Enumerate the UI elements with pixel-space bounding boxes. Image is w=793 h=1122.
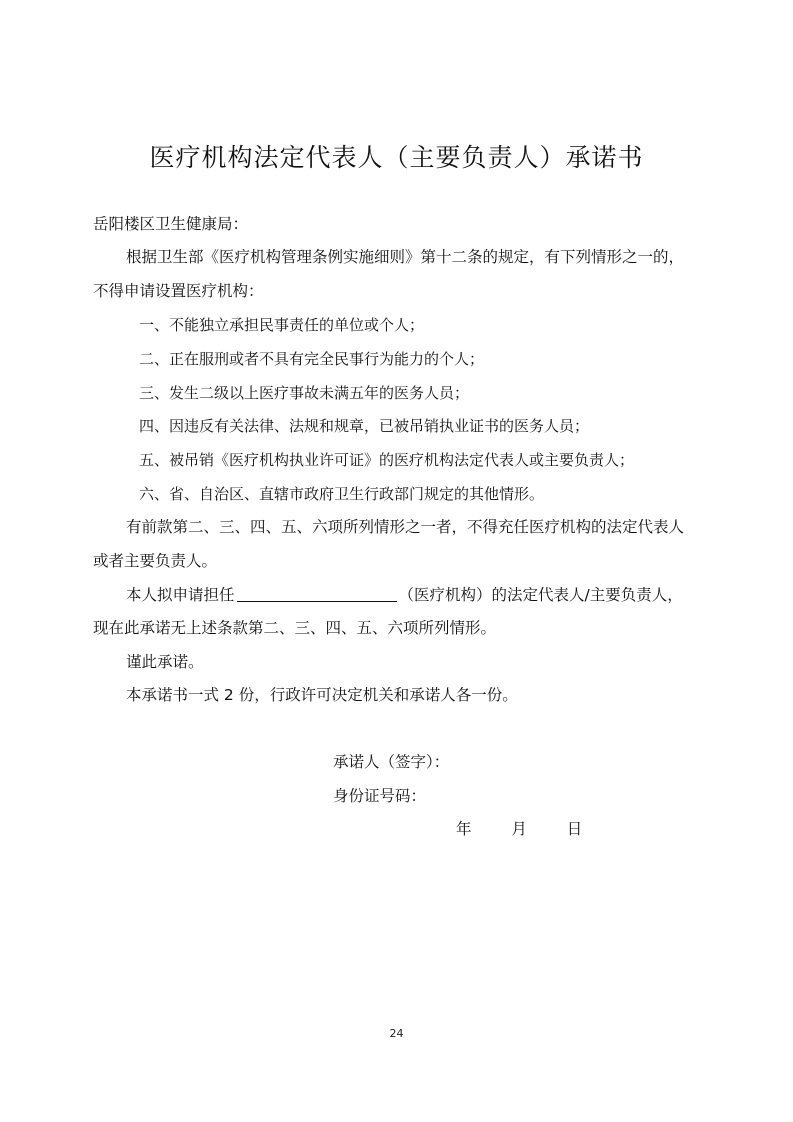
list-item-3: 三、发生二级以上医疗事故未满五年的医务人员； — [139, 384, 470, 402]
solemn-statement: 谨此承诺。 — [126, 653, 204, 671]
list-item-4: 四、因违反有关法律、法规和规章，已被吊销执业证书的医务人员； — [139, 417, 590, 435]
list-item-5: 五、被吊销《医疗机构执业许可证》的医疗机构法定代表人或主要负责人； — [139, 451, 635, 469]
page-number: 24 — [389, 1027, 404, 1040]
clause-line-2: 或者主要负责人。 — [93, 552, 218, 570]
id-number-label: 身份证号码： — [333, 787, 427, 805]
institution-name-blank[interactable] — [237, 585, 397, 602]
pledge-prefix: 本人拟申请担任 — [126, 586, 235, 604]
list-item-6: 六、省、自治区、直辖市政府卫生行政部门规定的其他情形。 — [139, 485, 545, 503]
list-item-2: 二、正在服刑或者不具有完全民事行为能力的个人； — [139, 350, 485, 368]
list-item-1: 一、不能独立承担民事责任的单位或个人； — [139, 316, 425, 334]
pledge-line-1 — [126, 585, 683, 605]
pledge-line-2: 现在此承诺无上述条款第二、三、四、五、六项所列情形。 — [93, 619, 497, 637]
pledge-suffix: （医疗机构）的法定代表人/主要负责人， — [398, 586, 683, 604]
date-month: 月 — [511, 820, 527, 838]
clause-line-1: 有前款第二、三、四、五、六项所列情形之一者，不得充任医疗机构的法定代表人 — [126, 518, 685, 536]
addressee: 岳阳楼区卫生健康局： — [93, 215, 249, 233]
date-year: 年 — [456, 820, 472, 838]
document-title: 医疗机构法定代表人（主要负责人）承诺书 — [149, 143, 644, 172]
copies-statement: 本承诺书一式 2 份，行政许可决定机关和承诺人各一份。 — [126, 686, 518, 704]
signature-label: 承诺人（签字）： — [333, 753, 450, 771]
intro-line-1: 根据卫生部《医疗机构管理条例实施细则》第十二条的规定，有下列情形之一的， — [126, 248, 685, 266]
date-day: 日 — [566, 820, 583, 838]
intro-line-2: 不得申请设置医疗机构： — [93, 282, 264, 300]
date-line — [456, 819, 582, 839]
